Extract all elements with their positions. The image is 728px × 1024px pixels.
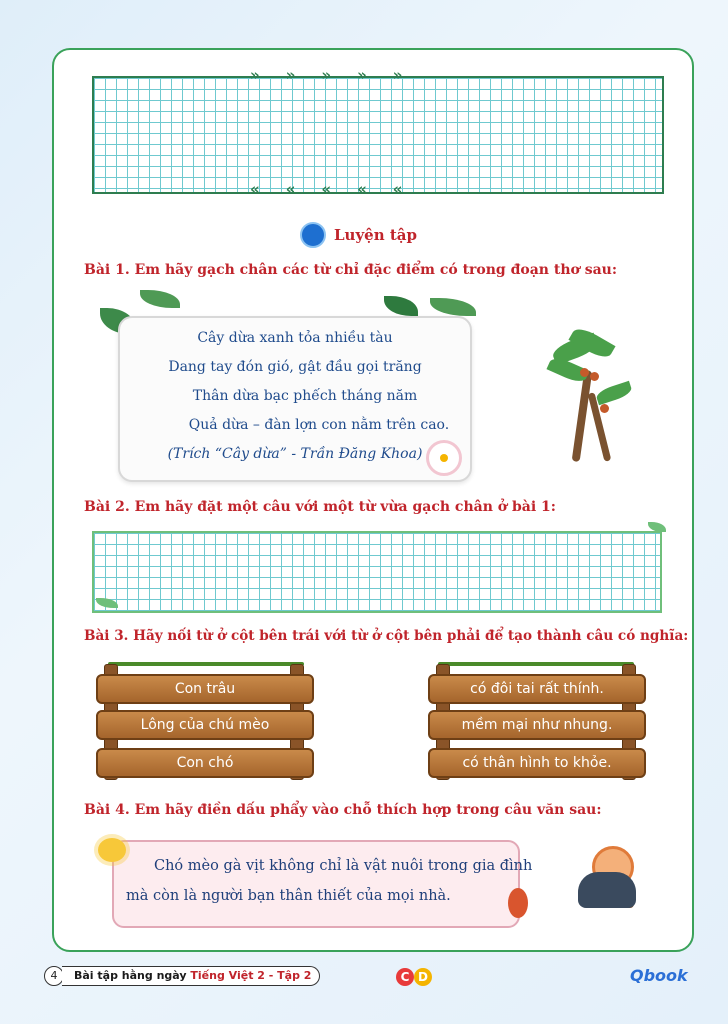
series-logo-c: C: [396, 968, 414, 986]
right-option-2[interactable]: mềm mại như nhung.: [428, 710, 646, 740]
book-title: [62, 966, 320, 986]
poem-card: [118, 316, 472, 482]
practice-heading: [300, 222, 417, 248]
arrow-right-icon: »»»»»: [250, 66, 429, 84]
page-number: 4: [44, 966, 64, 986]
sentence-line-1: Chó mèo gà vịt không chỉ là vật nuôi trong gia đình: [154, 858, 533, 874]
flower-icon: [426, 440, 462, 476]
exercise2-title: Bài 2. Em hãy đặt một câu với một từ vừa gạch chân ở bài 1:: [84, 499, 556, 515]
book-title-prefix: Bài tập hằng ngày: [74, 969, 191, 982]
right-option-1[interactable]: có đôi tai rất thính.: [428, 674, 646, 704]
writing-grid-answer[interactable]: [92, 531, 662, 613]
left-option-1[interactable]: Con trâu: [96, 674, 314, 704]
poem-line-1: Cây dừa xanh tỏa nhiều tàu: [197, 330, 393, 346]
left-option-2[interactable]: Lông của chú mèo: [96, 710, 314, 740]
poem-line-2: Dang tay đón gió, gật đầu gọi trăng: [168, 359, 422, 375]
brand-logo: Qbook: [630, 966, 688, 985]
poem-line-3: Thân dừa bạc phếch tháng năm: [192, 388, 418, 404]
arrow-left-icon: «««««: [250, 180, 429, 198]
left-option-3[interactable]: Con chó: [96, 748, 314, 778]
poem-line-4: Quả dừa – đàn lợn con nằm trên cao.: [188, 417, 450, 433]
flower-decoration: [508, 888, 528, 918]
right-option-3[interactable]: có thân hình to khỏe.: [428, 748, 646, 778]
poem-source: (Trích “Cây dừa” - Trần Đăng Khoa): [167, 446, 423, 462]
sentence-line-2: mà còn là người bạn thân thiết của mọi nhà.: [126, 888, 451, 904]
practice-label: Luyện tập: [334, 226, 417, 244]
lightbulb-icon: [300, 222, 326, 248]
exercise3-title: Bài 3. Hãy nối từ ở cột bên trái với từ ở cột bên phải để tạo thành câu có nghĩa:: [84, 628, 689, 644]
sun-icon: [98, 838, 126, 862]
series-logo-d: D: [414, 968, 432, 986]
series-logo: [392, 966, 436, 990]
book-title-accent: Tiếng Việt 2 - Tập 2: [190, 969, 312, 982]
sentence-box[interactable]: [112, 840, 520, 928]
writing-grid-top[interactable]: [92, 76, 664, 194]
exercise1-title: Bài 1. Em hãy gạch chân các từ chỉ đặc điểm có trong đoạn thơ sau:: [84, 262, 618, 278]
exercise4-title: Bài 4. Em hãy điền dấu phẩy vào chỗ thích hợp trong câu văn sau:: [84, 802, 602, 818]
